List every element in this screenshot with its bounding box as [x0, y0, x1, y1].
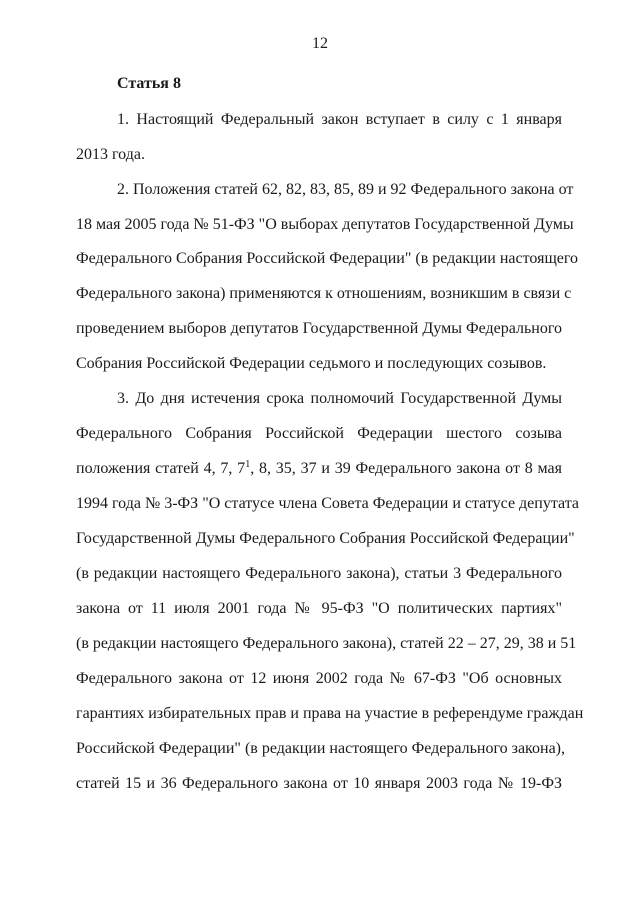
text-segment: положения статей 4, 7, 7 — [76, 460, 246, 477]
text-line-with-superscript — [76, 459, 562, 479]
text-line: 1994 года № 3-ФЗ "О статусе члена Совета Федерации и статусе депутата — [76, 495, 580, 512]
text-line: (в редакции настоящего Федерального закона), статей 22 – 27, 29, 38 и 51 — [76, 635, 577, 652]
text-line: Федерального Собрания Российской Федерации" (в редакции настоящего — [76, 250, 579, 267]
article-heading: Статья 8 — [117, 75, 181, 92]
text-line: 2013 года. — [76, 146, 145, 163]
text-line: Государственной Думы Федерального Собрания Российской Федерации" — [76, 530, 575, 547]
text-line: (в редакции настоящего Федерального закона), статьи 3 Федерального — [76, 565, 562, 582]
text-segment: , 8, 35, 37 и 39 Федерального закона от 8 мая — [250, 460, 563, 477]
text-line: Федерального закона) применяются к отношениям, возникшим в связи с — [76, 285, 572, 302]
text-line: Федерального закона от 12 июня 2002 года № 67-ФЗ "Об основных — [76, 670, 562, 687]
text-line: Собрания Российской Федерации седьмого и последующих созывов. — [76, 355, 547, 372]
text-line: гарантиях избирательных прав и права на участие в референдуме граждан — [76, 705, 584, 722]
text-line: статей 15 и 36 Федерального закона от 10 января 2003 года № 19-ФЗ — [76, 775, 562, 792]
text-line: закона от 11 июля 2001 года № 95-ФЗ "О политических партиях" — [76, 600, 562, 617]
text-line: 18 мая 2005 года № 51-ФЗ "О выборах депутатов Государственной Думы — [76, 216, 574, 233]
text-line: проведением выборов депутатов Государственной Думы Федерального — [76, 320, 562, 337]
text-line: 1. Настоящий Федеральный закон вступает в силу с 1 января — [117, 111, 562, 128]
superscript: 1 — [245, 459, 251, 470]
page-number: 12 — [312, 35, 328, 52]
text-line: Федерального Собрания Российской Федерации шестого созыва — [76, 425, 562, 442]
text-line: 2. Положения статей 62, 82, 83, 85, 89 и 92 Федерального закона от — [117, 181, 574, 198]
text-line: Российской Федерации" (в редакции настоящего Федерального закона), — [76, 740, 566, 757]
text-line: 3. До дня истечения срока полномочий Государственной Думы — [117, 390, 562, 407]
